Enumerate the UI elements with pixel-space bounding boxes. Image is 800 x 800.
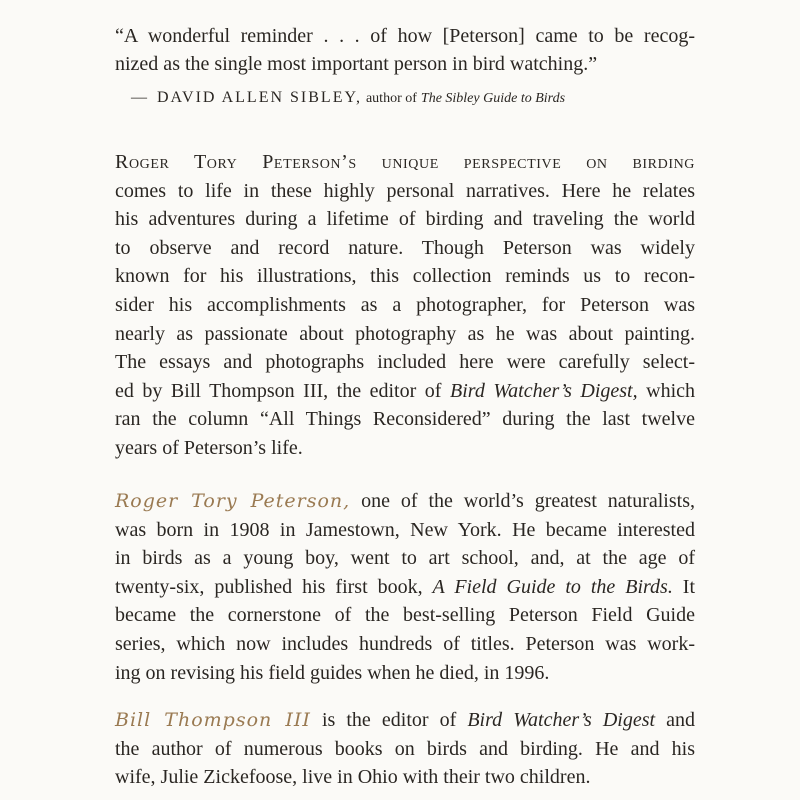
bio-line: series, which now includes hundreds of titles. Peterson was work- (115, 632, 695, 655)
description-line: The essays and photographs included here were carefully select- (115, 351, 695, 374)
bio-text: and (666, 709, 696, 731)
bio-line: was born in 1908 in Jamestown, New York. He became interested (115, 518, 695, 541)
book-title: A Field Guide to the Birds. (432, 575, 673, 598)
description-line: nearly as passionate about photography as he was about painting. (115, 322, 695, 345)
endorsement-blurb (115, 22, 695, 113)
bio-text: is the editor of (321, 709, 457, 731)
bio-line: the author of numerous books on birds and birding. He and his (115, 737, 695, 760)
bio-line: became the cornerstone of the best-selling Peterson Field Guide (115, 604, 695, 627)
bio-text: twenty-six, published his first book, (115, 575, 423, 598)
author-bio (115, 487, 695, 687)
description-line: comes to life in these highly personal narratives. Here he relates (115, 179, 695, 202)
description-text: which (646, 379, 696, 402)
description-line: sider his accomplishments as a photographer, for Peterson was (115, 293, 695, 316)
bio-text: It (682, 575, 695, 598)
bio-text: one of the world’s greatest naturalists, (361, 490, 695, 512)
magazine-title: Bird Watcher’s Digest, (450, 379, 638, 402)
description-line: ran the column “All Things Reconsidered” during the last twelve (115, 408, 695, 431)
bio-line (115, 487, 695, 516)
editor-name: Bill Thompson III (115, 709, 311, 731)
description-text: ed by Bill Thompson III, the editor of (115, 379, 442, 402)
endorsement-attribution (115, 84, 695, 113)
description-line (115, 377, 695, 406)
bio-line: wife, Julie Zickefoose, live in Ohio with their two children. (115, 766, 591, 789)
attribution-dash: — (131, 89, 147, 106)
editor-bio (115, 706, 695, 792)
attribution-name: DAVID ALLEN SIBLEY, (157, 89, 362, 106)
description-line: his adventures during a lifetime of birding and traveling the world (115, 208, 695, 231)
bio-line: in birds as a young boy, went to art school, and, at the age of (115, 547, 695, 570)
attribution-role: author of (365, 91, 417, 106)
book-description (115, 148, 695, 463)
bio-line: ing on revising his field guides when he died, in 1996. (115, 661, 550, 684)
endorsement-quote (115, 22, 695, 78)
bio-line (115, 573, 695, 602)
description-lead-in: Roger Tory Peterson’s unique perspective on birding (115, 151, 695, 173)
description-line: years of Peterson’s life. (115, 436, 303, 459)
author-name: Roger Tory Peterson, (115, 490, 351, 512)
attribution-book-title: The Sibley Guide to Birds (420, 91, 566, 106)
quote-line: “A wonderful reminder . . . of how [Peterson] came to be recog- (115, 25, 695, 47)
quote-line: nized as the single most important person in bird watching.” (115, 53, 598, 75)
bio-line (115, 706, 695, 735)
magazine-title: Bird Watcher’s Digest (467, 709, 656, 731)
description-line: to observe and record nature. Though Peterson was widely (115, 236, 695, 259)
description-line: known for his illustrations, this collection reminds us to recon- (115, 265, 695, 288)
